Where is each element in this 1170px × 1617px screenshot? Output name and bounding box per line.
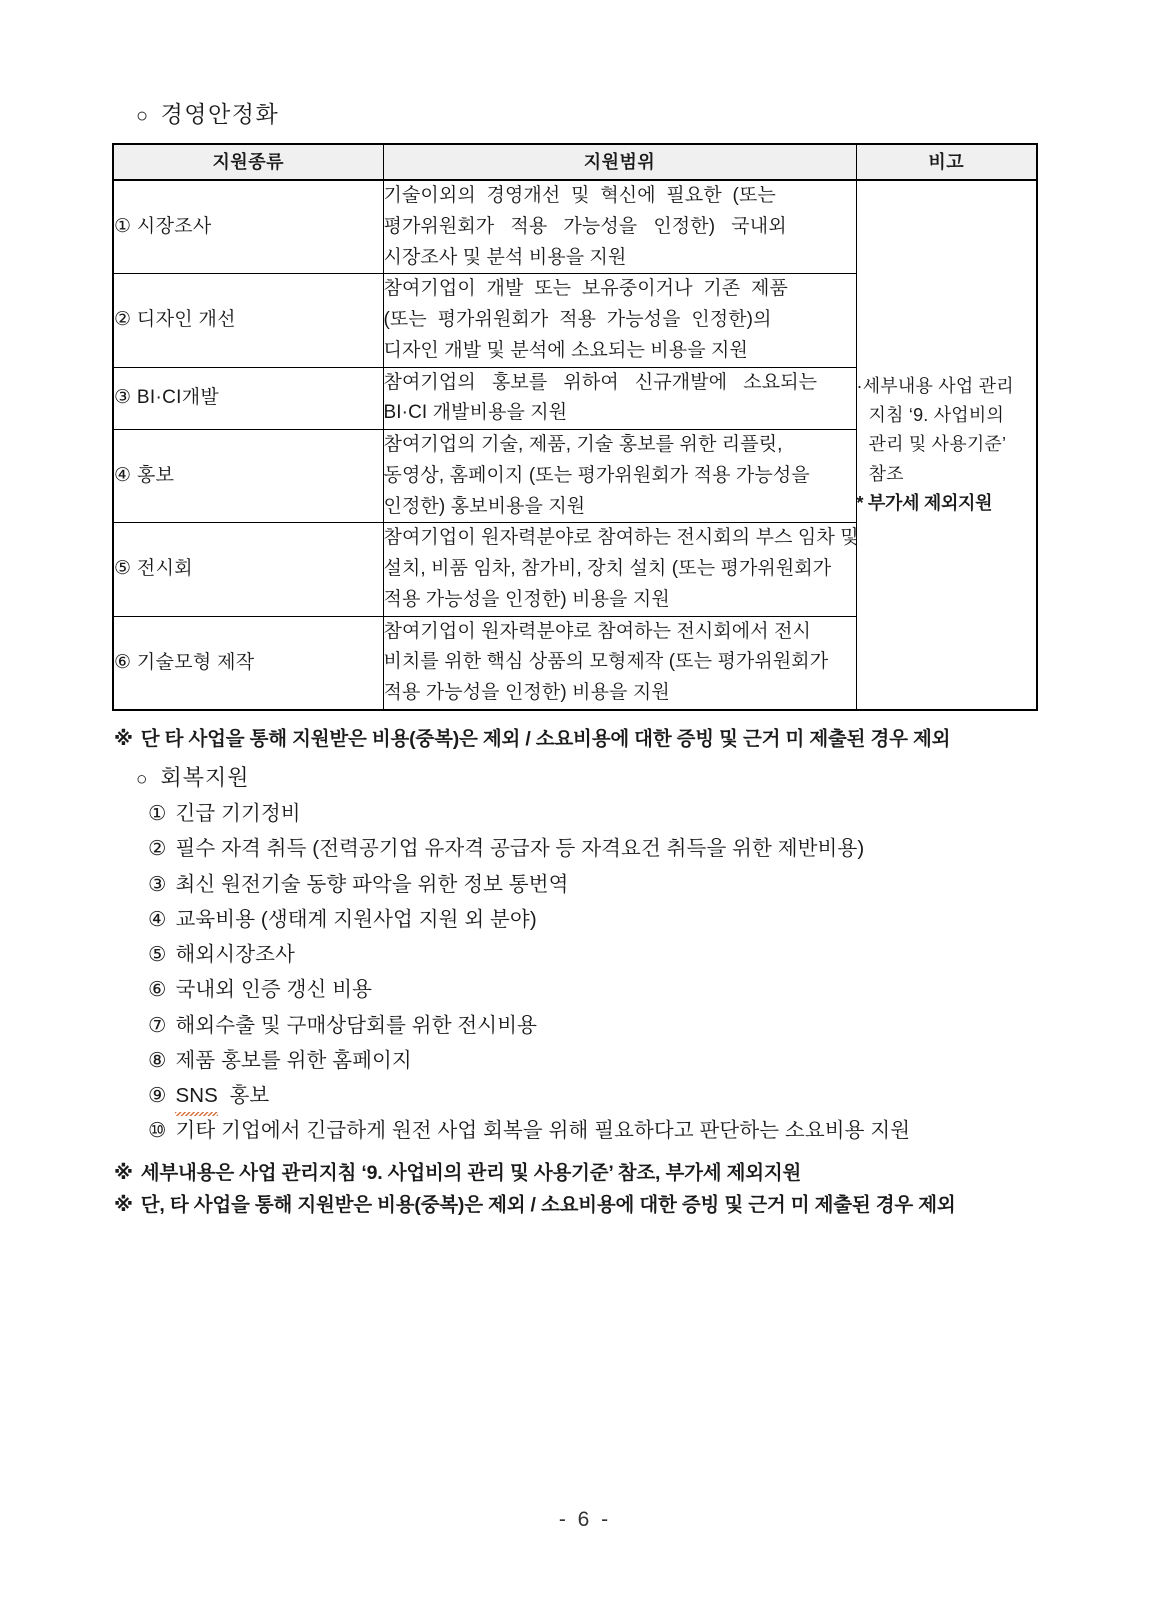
item-number: ① <box>148 802 167 826</box>
cell-remark <box>856 180 1037 710</box>
column-header-remark: 비고 <box>856 144 1037 180</box>
cell-scope <box>383 430 856 523</box>
scope-line: 디자인 개발 및 분석에 소요되는 비용을 지원 <box>383 339 748 361</box>
note-mark-icon: ※ <box>114 1161 133 1184</box>
item-text: 긴급 기기정비 <box>175 802 301 826</box>
cell-kind: ① 시장조사 <box>113 180 383 274</box>
item-number: ⑥ <box>148 978 167 1002</box>
tail-note-text: 단, 타 사업을 통해 지원받은 비용(중복)은 제외 / 소요비용에 대한 증빙 및 근거 미 제출된 경우 제외 <box>140 1193 956 1216</box>
cell-scope <box>383 274 856 367</box>
recovery-item-list <box>112 796 1042 1149</box>
remark-line: 지침 ‘9. 사업비의 <box>868 405 1005 426</box>
list-item <box>148 1008 1042 1043</box>
column-header-kind: 지원종류 <box>113 144 383 180</box>
item-text: 제품 홍보를 위한 홈페이지 <box>175 1048 412 1072</box>
item-number: ② <box>148 837 167 861</box>
item-number: ⑨ <box>148 1084 167 1108</box>
section-heading <box>136 96 1042 129</box>
tail-note <box>114 1189 1042 1217</box>
tail-note <box>114 1157 1042 1185</box>
scope-line: 참여기업이 개발 또는 보유중이거나 기존 제품 <box>383 278 788 300</box>
cell-scope <box>383 616 856 710</box>
list-item <box>148 796 1042 831</box>
list-item <box>148 937 1042 972</box>
item-text: 국내외 인증 갱신 비용 <box>175 978 372 1002</box>
scope-line: (또는 평가위원회가 적용 가능성을 인정한)의 <box>383 309 772 331</box>
spellcheck-underline: SNS <box>175 1078 217 1113</box>
subsection-heading <box>136 761 1042 792</box>
item-text: 최신 원전기술 동향 파악을 위한 정보 통번역 <box>175 872 569 896</box>
scope-line: 참여기업이 원자력분야로 참여하는 전시회에서 전시 <box>383 620 812 642</box>
cell-kind: ② 디자인 개선 <box>113 274 383 367</box>
item-text: 해외수출 및 구매상담회를 위한 전시비용 <box>175 1013 538 1037</box>
scope-line: 참여기업의 기술, 제품, 기술 홍보를 위한 리플릿, <box>383 434 783 456</box>
column-header-scope: 지원범위 <box>383 144 856 180</box>
cell-kind: ⑤ 전시회 <box>113 523 383 616</box>
page-content <box>112 96 1042 1217</box>
list-item <box>148 1078 1042 1113</box>
scope-line: 적용 가능성을 인정한) 비용을 지원 <box>383 588 670 610</box>
item-text: SNS 홍보 <box>175 1078 269 1113</box>
cell-scope <box>383 367 856 430</box>
table-note <box>114 723 1042 751</box>
scope-line: 시장조사 및 분석 비용을 지원 <box>383 246 627 268</box>
cell-scope <box>383 523 859 616</box>
note-mark-icon: ※ <box>114 728 133 751</box>
remark-bold-line: * 부가세 제외지원 <box>856 492 993 513</box>
subsection-title: 회복지원 <box>160 765 250 791</box>
item-number: ⑩ <box>148 1119 167 1143</box>
table-header-row <box>113 144 1037 180</box>
list-item <box>148 1043 1042 1078</box>
cell-kind: ③ BI·CI개발 <box>113 367 383 430</box>
tail-note-text: 세부내용은 사업 관리지침 ‘9. 사업비의 관리 및 사용기준’ 참조, 부가세 제외지원 <box>140 1161 802 1184</box>
item-number: ⑤ <box>148 943 167 967</box>
scope-line: 설치, 비품 임차, 참가비, 장치 설치 (또는 평가위원회가 <box>383 558 832 580</box>
circle-bullet-icon: ○ <box>136 105 149 127</box>
table-row <box>113 180 1037 274</box>
remark-line: 관리 및 사용기준’ <box>868 434 1007 455</box>
scope-line: 참여기업의 홍보를 위하여 신규개발에 소요되는 <box>383 371 818 393</box>
scope-line: 비치를 위한 핵심 상품의 모형제작 (또는 평가위원회가 <box>383 651 829 673</box>
section-title: 경영안정화 <box>160 101 280 127</box>
list-item <box>148 972 1042 1007</box>
remark-line: ·세부내용 사업 관리 <box>856 376 1014 397</box>
item-number: ④ <box>148 907 167 931</box>
list-item <box>148 902 1042 937</box>
circle-bullet-icon: ○ <box>136 769 149 791</box>
item-text: 교육비용 (생태계 지원사업 지원 외 분야) <box>175 907 537 931</box>
scope-line: 기술이외의 경영개선 및 혁신에 필요한 (또는 <box>383 185 776 206</box>
item-text: 기타 기업에서 긴급하게 원전 사업 회복을 위해 필요하다고 판단하는 소요비용 지원 <box>175 1119 911 1143</box>
list-item <box>148 1113 1042 1148</box>
scope-line: BI·CI 개발비용을 지원 <box>383 402 568 424</box>
item-number: ⑧ <box>148 1048 167 1072</box>
list-item <box>148 867 1042 902</box>
scope-line: 동영상, 홈페이지 (또는 평가위원회가 적용 가능성을 <box>383 464 810 486</box>
tail-notes <box>112 1157 1042 1217</box>
scope-line: 인정한) 홍보비용을 지원 <box>383 495 586 517</box>
item-text: 해외시장조사 <box>175 943 295 967</box>
item-number: ③ <box>148 872 167 896</box>
cell-scope <box>383 180 856 274</box>
remark-line: 참조 <box>868 463 904 484</box>
support-table <box>112 143 1038 711</box>
page-number: - 6 - <box>558 1508 612 1531</box>
item-number: ⑦ <box>148 1013 167 1037</box>
table-note-text: 단 타 사업을 통해 지원받은 비용(중복)은 제외 / 소요비용에 대한 증빙 및 근거 미 제출된 경우 제외 <box>140 728 951 751</box>
scope-line: 적용 가능성을 인정한) 비용을 지원 <box>383 682 670 704</box>
scope-line: 평가위원회가 적용 가능성을 인정한) 국내외 <box>383 215 787 237</box>
list-item <box>148 831 1042 866</box>
note-mark-icon: ※ <box>114 1193 133 1216</box>
cell-kind: ⑥ 기술모형 제작 <box>113 616 383 710</box>
item-text: 필수 자격 취득 (전력공기업 유자격 공급자 등 자격요건 취득을 위한 제반비용) <box>175 837 865 861</box>
scope-line: 참여기업이 원자력분야로 참여하는 전시회의 부스 임차 및 <box>383 527 859 549</box>
cell-kind: ④ 홍보 <box>113 430 383 523</box>
